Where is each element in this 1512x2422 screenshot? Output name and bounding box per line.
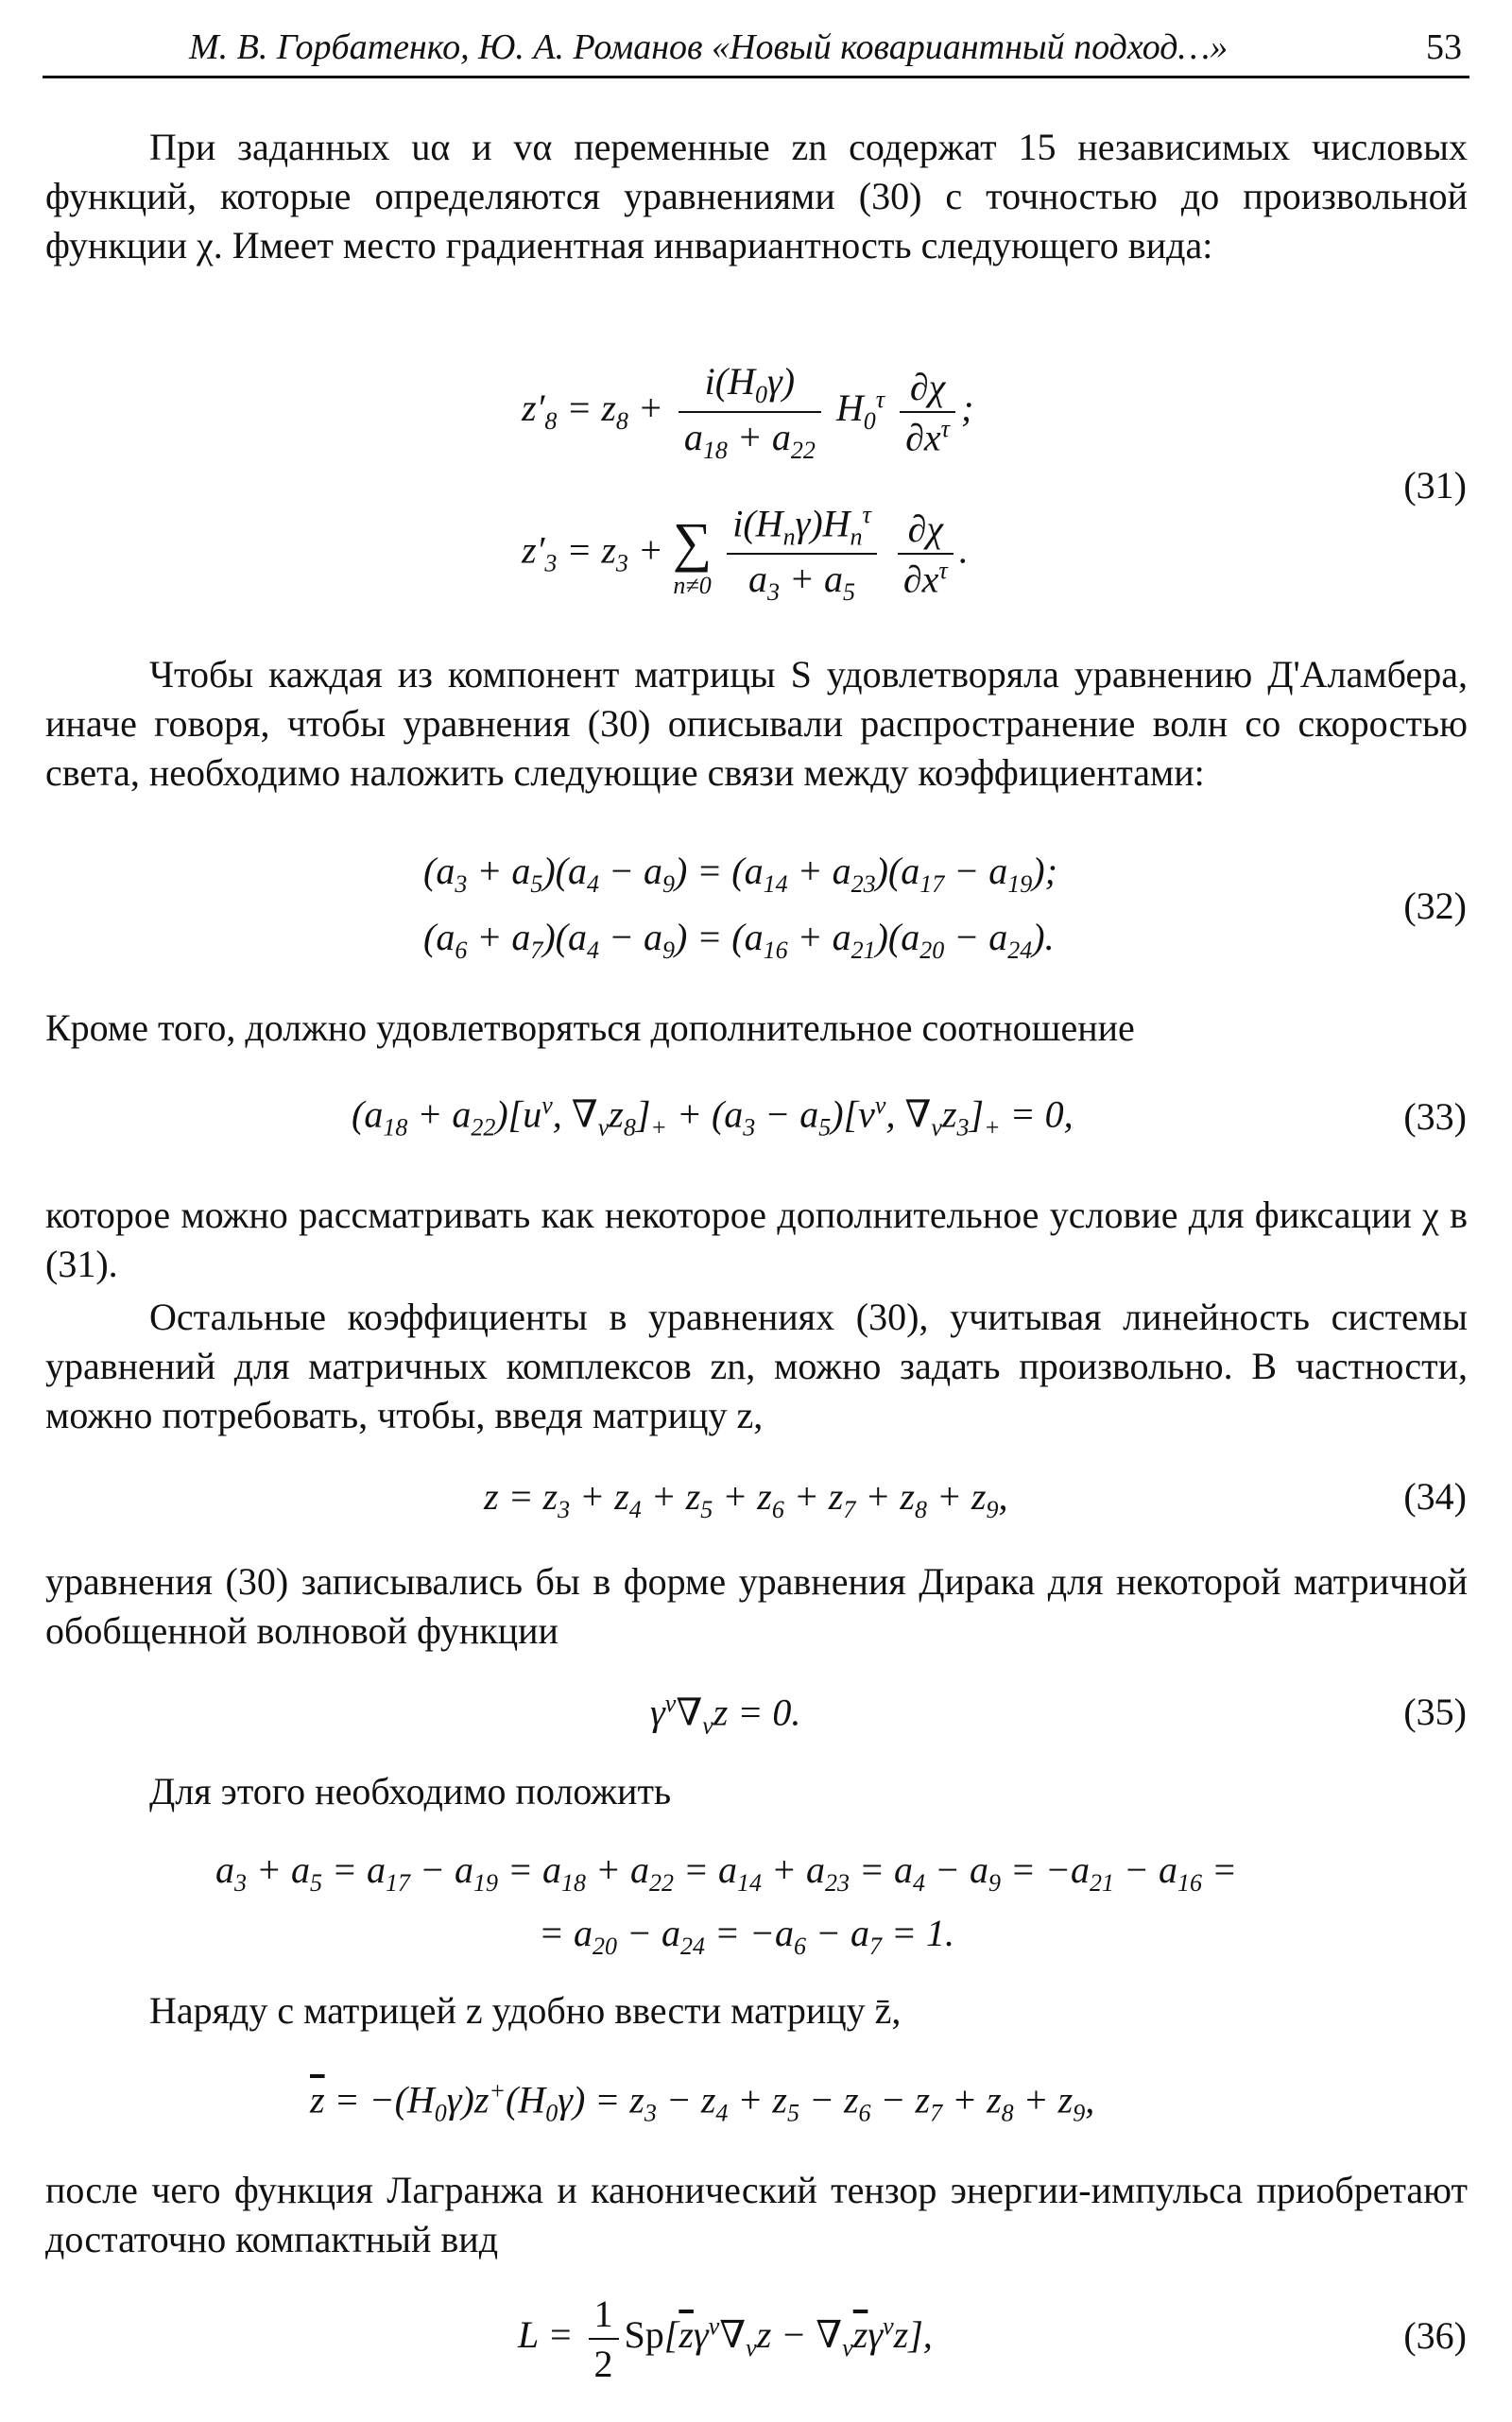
page-number: 53 [1426,27,1462,67]
paragraph-7: Для этого необходимо положить [149,1770,672,1812]
running-header [43,23,1469,78]
equation-number-33: (33) [1403,1095,1467,1138]
normalization-equation-line-1: $a_3 + a_5 = a_{17} - a_{19} = a_{18} + a_{22} = a_{14} + a_{23} = a_4 - a_9 = -a_{21} - a_{16}$ = [215,1848,1237,1897]
equation-number-34: (34) [1403,1475,1467,1518]
paragraph-8: Наряду с матрицей z удобно ввести матрицу z̄, [149,1989,902,2032]
equation-31-line-2: $z'_3 = z_3$ + ∑ n≠0 $\frac{i(H_n\gamma)H_n^\tau}{a_3 + a_5}$ $\frac{\partial\chi}{\partial x^\tau}$ . [522,501,969,607]
normalization-equation-line-2: = $a_{20} - a_{24} = -a_6 - a_7 = 1$. [539,1912,954,1960]
equation-32-line-1: $(a_3 + a_5)(a_4 - a_9) = (a_{14} + a_{23})(a_{17} - a_{19})$; [423,850,1057,898]
paragraph-9: после чего функция Лагранжа и канонический тензор энергии-импульса приобретают достаточно компактный вид [45,2169,1468,2260]
equation-number-35: (35) [1403,1691,1467,1733]
paragraph-1: При заданных uα и vα переменные zn содержат 15 независимых числовых функций, которые определяются уравнениями (30) с точностью до произвольной функции χ. Имеет место градиентная инвариантность следующего вида: [45,126,1468,266]
zbar-equation: $\overline{z} = -(H_0\gamma)z^+(H_0\gamma) = z_3 - z_4 + z_5 - z_6 - z_7 + z_8 + z_9$, [310,2077,1095,2127]
equation-number-36: (36) [1403,2314,1467,2357]
equation-number-31: (31) [1403,464,1467,507]
equation-34: $z = z_3 + z_4 + z_5 + z_6 + z_7 + z_8 + z_9$, [484,1475,1008,1523]
equation-32-line-2: $(a_6 + a_7)(a_4 - a_9) = (a_{16} + a_{21})(a_{20} - a_{24})$. [423,916,1055,964]
equation-35: $\gamma^\nu\nabla_\nu z = 0$. [650,1690,801,1740]
paragraph-2: Чтобы каждая из компонент матрицы S удовлетворяла уравнению Д'Аламбера, иначе говоря, чтобы уравнения (30) описывали распространение волн со скоростью света, необходимо наложить следующие связи между коэффициентами: [45,653,1468,794]
paragraph-3: Кроме того, должно удовлетворяться дополнительное соотношение [45,1006,1135,1049]
equation-number-32: (32) [1403,885,1467,927]
paragraph-5: Остальные коэффициенты в уравнениях (30), учитывая линейность системы уравнений для матричных комплексов zn, можно задать произвольно. В частности, можно потребовать, чтобы, введя матрицу z, [45,1296,1468,1436]
paragraph-4: которое можно рассматривать как некоторое дополнительное условие для фиксации χ в (31). [45,1194,1468,1285]
equation-33: $(a_{18} + a_{22})[u^\nu$, $\nabla_\nu z_8]_+ + (a_3 - a_5)[v^\nu$, $\nabla_\nu z_3]_+ = 0$, [352,1091,1074,1142]
paragraph-6: уравнения (30) записывались бы в форме уравнения Дирака для некоторой матричной обобщенной волновой функции [45,1560,1468,1652]
equation-36: L = $\frac{1}{2}$ $Sp[\overline{z}\gamma^\nu\nabla_\nu z - \nabla_\nu\overline{z}\gamma^\nu z]$, [518,2293,933,2385]
header-title: М. В. Горбатенко, Ю. А. Романов «Новый ковариантный подход…» [189,27,1228,67]
equation-31-line-1: $z'_8 = z_8$ + $\frac{i(H_0\gamma)}{a_{18} + a_{22}}$ $H_0^\tau$ $\frac{\partial\chi}{\partial x^\tau}$ ; [522,360,974,464]
